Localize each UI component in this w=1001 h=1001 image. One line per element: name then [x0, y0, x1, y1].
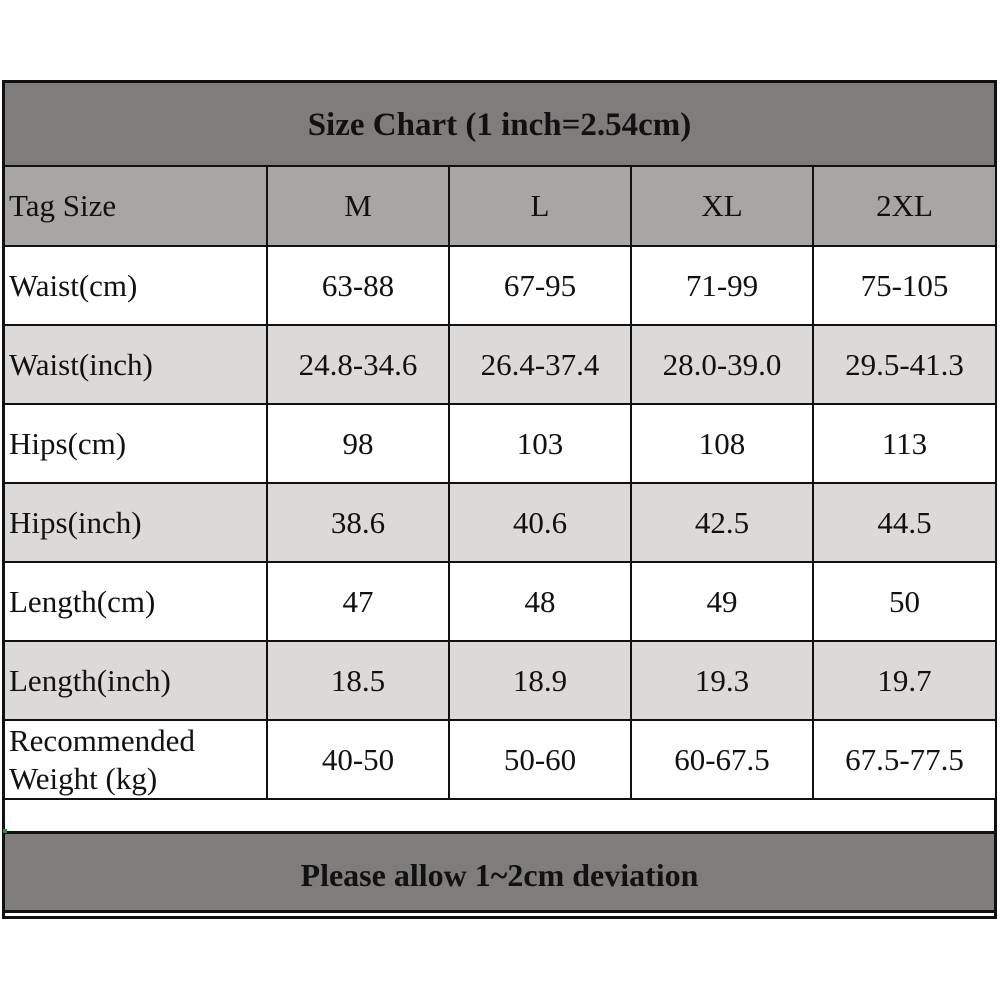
header-cell-l: L: [449, 167, 631, 246]
table-cell: 49: [631, 562, 813, 641]
table-cell: 28.0-39.0: [631, 325, 813, 404]
table-cell: 50-60: [449, 720, 631, 799]
table-cell: 24.8-34.6: [267, 325, 449, 404]
table-cell: 42.5: [631, 483, 813, 562]
table-cell: 50: [813, 562, 995, 641]
table-row: [5, 404, 995, 483]
deviation-note: Please allow 1~2cm deviation: [5, 831, 994, 913]
row-label: Hips(cm): [5, 404, 267, 483]
header-cell-tag-size: Tag Size: [5, 167, 267, 246]
row-label: Length(inch): [5, 641, 267, 720]
header-cell-2xl: 2XL: [813, 167, 995, 246]
table-cell: 38.6: [267, 483, 449, 562]
table-cell: 108: [631, 404, 813, 483]
table-row: [5, 325, 995, 404]
table-row: [5, 720, 995, 799]
table-cell: 47: [267, 562, 449, 641]
chart-title: Size Chart (1 inch=2.54cm): [5, 83, 994, 167]
table-cell: 29.5-41.3: [813, 325, 995, 404]
row-label: [5, 720, 267, 799]
row-label: Waist(inch): [5, 325, 267, 404]
row-label-line: Recommended: [9, 722, 195, 758]
table-cell: 40-50: [267, 720, 449, 799]
table-header-row: [5, 167, 995, 246]
table-cell: 98: [267, 404, 449, 483]
size-chart: [2, 80, 997, 919]
table-cell: 75-105: [813, 246, 995, 325]
table-cell: 40.6: [449, 483, 631, 562]
table-cell: 63-88: [267, 246, 449, 325]
table-cell: 60-67.5: [631, 720, 813, 799]
table-cell: 103: [449, 404, 631, 483]
table-row: [5, 246, 995, 325]
table-cell: 18.5: [267, 641, 449, 720]
size-table: [5, 167, 995, 800]
table-cell: 67-95: [449, 246, 631, 325]
table-cell: 113: [813, 404, 995, 483]
table-cell: 19.7: [813, 641, 995, 720]
row-label: Length(cm): [5, 562, 267, 641]
table-cell: 71-99: [631, 246, 813, 325]
table-cell: 48: [449, 562, 631, 641]
table-row: [5, 483, 995, 562]
corner-mark: [3, 829, 7, 833]
header-cell-m: M: [267, 167, 449, 246]
row-label-line: Weight (kg): [9, 760, 158, 796]
table-cell: 67.5-77.5: [813, 720, 995, 799]
table-row: [5, 641, 995, 720]
header-cell-xl: XL: [631, 167, 813, 246]
row-label: Waist(cm): [5, 246, 267, 325]
row-label: Hips(inch): [5, 483, 267, 562]
table-cell: 44.5: [813, 483, 995, 562]
table-cell: 18.9: [449, 641, 631, 720]
table-cell: 26.4-37.4: [449, 325, 631, 404]
table-row: [5, 562, 995, 641]
table-cell: 19.3: [631, 641, 813, 720]
